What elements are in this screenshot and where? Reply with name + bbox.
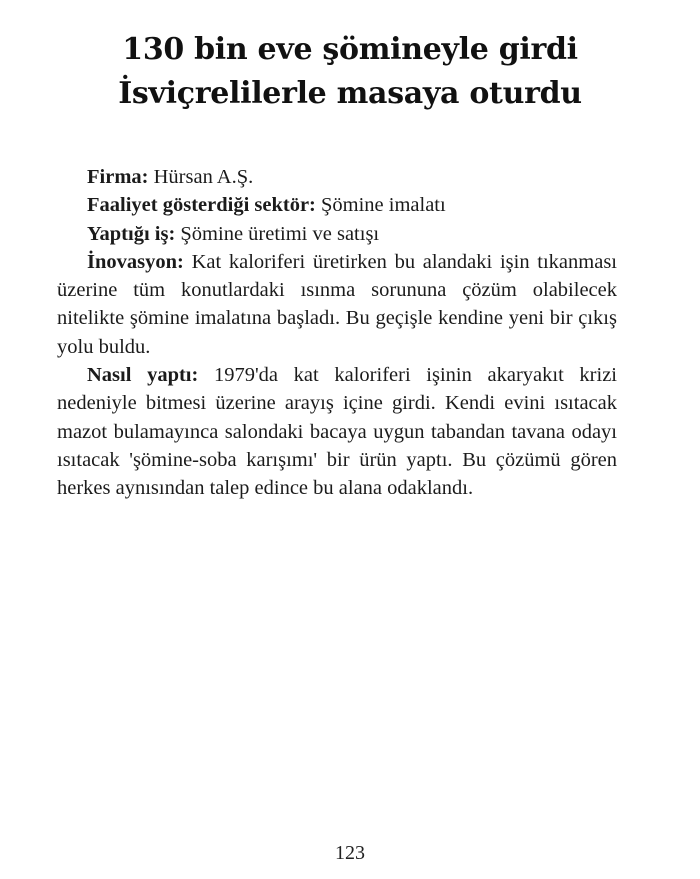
field-yaptigi-is	[57, 220, 617, 248]
nasil-yapti-text: 1979'da kat kaloriferi işinin akaryakıt krizi nedeniyle bitmesi üzerine arayış içine girdi. Kendi evini ısıtacak mazot bulamayınca salondaki bacaya uygun tabandan tavana odayı ısıtacak 'şömine-soba karışımı' bir ürün yaptı. Bu çözümü gören herkes aynısından talep edince bu alana odaklandı.	[57, 364, 617, 500]
nasil-yapti-label: Nasıl yaptı:	[87, 364, 214, 387]
title-line-1: 130 bin eve şömineyle girdi	[122, 32, 578, 67]
firma-value: Hürsan A.Ş.	[153, 166, 254, 188]
field-firma	[57, 163, 617, 191]
inovasyon-paragraph	[57, 248, 617, 361]
article-body	[57, 163, 617, 503]
sektor-value: Şömine imalatı	[321, 194, 446, 217]
page-number: 123	[335, 842, 365, 864]
firma-label: Firma:	[87, 166, 154, 188]
article-title	[0, 28, 700, 116]
sektor-label: Faaliyet gösterdiği sektör:	[87, 194, 321, 217]
nasil-yapti-paragraph	[57, 361, 617, 502]
title-line-2: İsviçrelilerle masaya oturdu	[118, 76, 582, 111]
field-sektor	[57, 191, 617, 219]
is-value: Şömine üretimi ve satışı	[180, 222, 380, 245]
is-label: Yaptığı iş:	[87, 222, 181, 245]
inovasyon-text: Kat kaloriferi üretirken bu alandaki işin tıkanması üzerine tüm konutlardaki ısınma sorununa çözüm olabilecek nitelikte şömine imalatına başladı. Bu geçişle kendine yeni bir çıkış yolu buldu.	[57, 250, 617, 358]
inovasyon-label: İnovasyon:	[87, 250, 192, 273]
